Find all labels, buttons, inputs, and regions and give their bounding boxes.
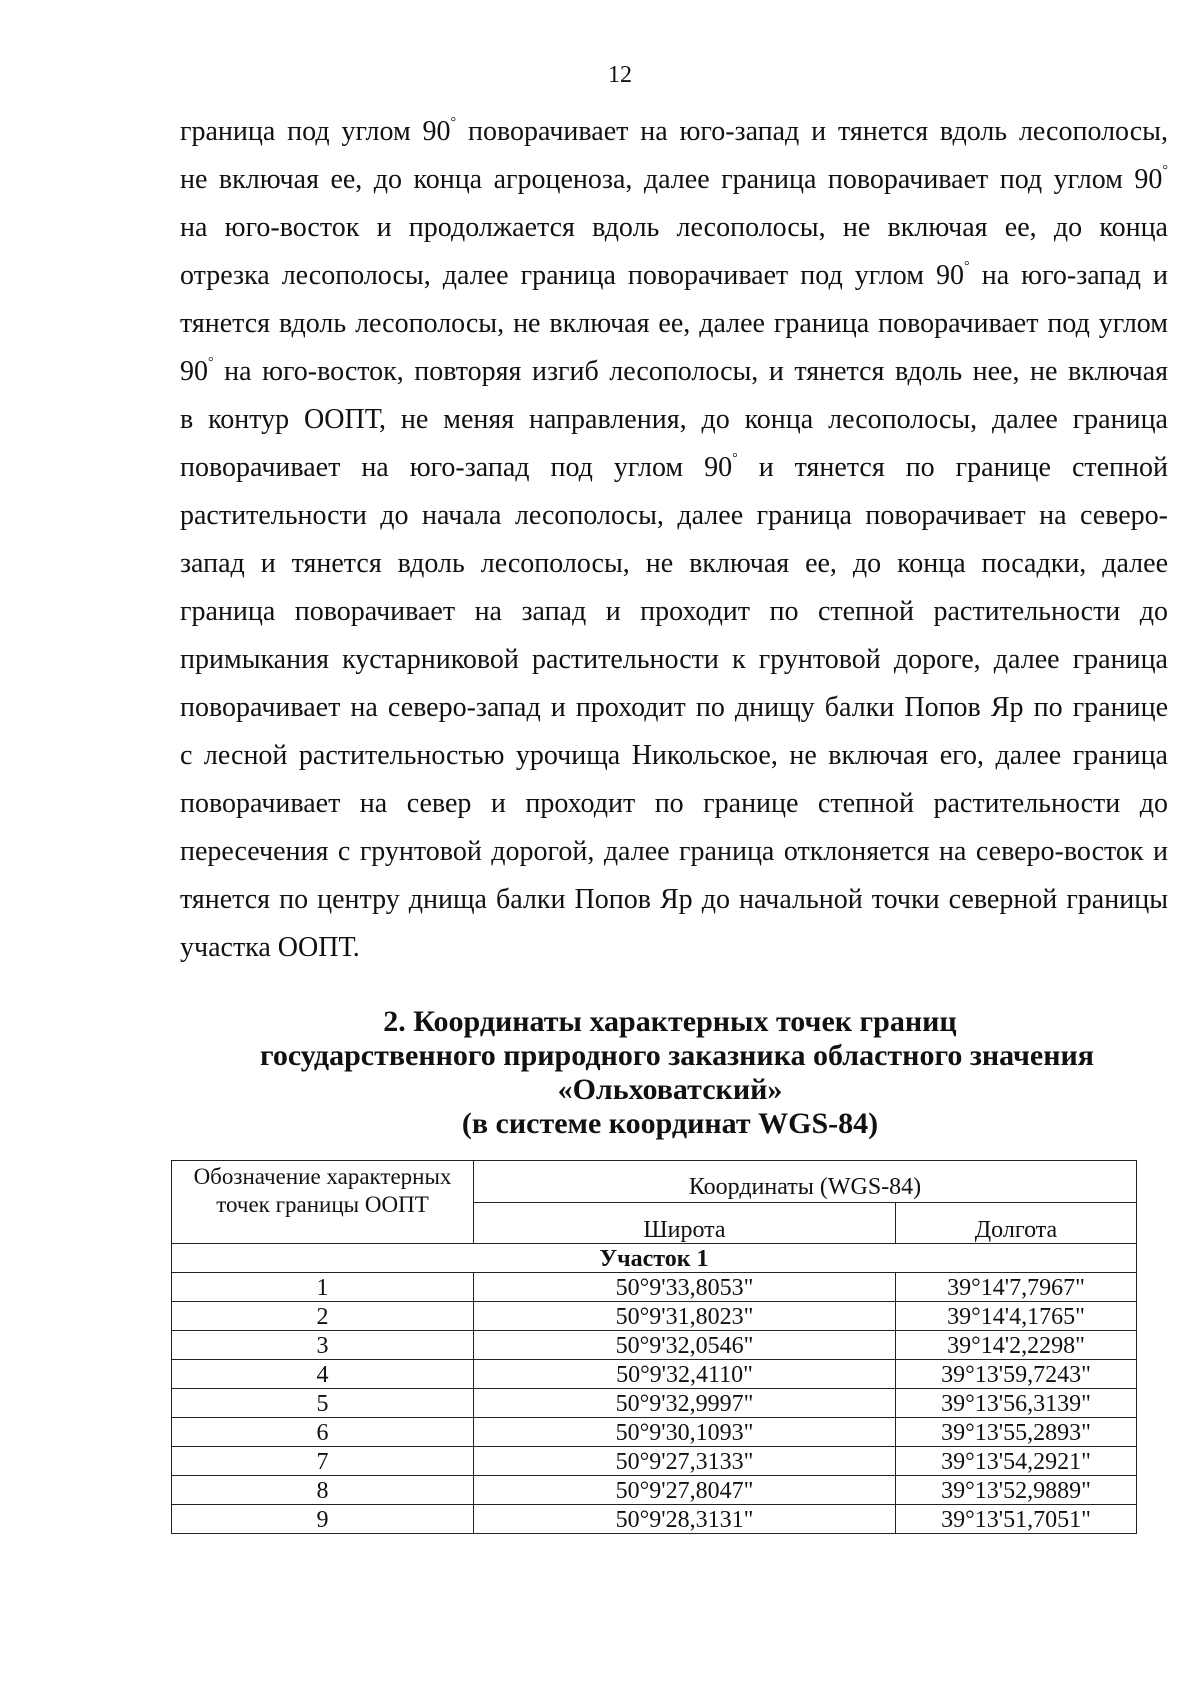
text-line: поворачивает на север и проходит по границе степной растительности до [180,788,1168,819]
longitude-cell: 39°13'56,3139" [896,1389,1137,1418]
text-line: растительности до начала лесополосы, далее граница поворачивает на северо- [180,500,1168,531]
heading-line: «Ольховатский» [557,1073,783,1106]
text-line: с лесной растительностью урочища Никольское, не включая его, далее граница [180,740,1168,771]
page-number: 12 [608,62,632,88]
text-line: запад и тянется вдоль лесополосы, не включая ее, до конца посадки, далее [180,548,1168,579]
header-coordinates: Координаты (WGS-84) [474,1161,1137,1203]
point-id-cell: 1 [172,1273,474,1302]
latitude-cell: 50°9'27,8047" [474,1476,896,1505]
heading-line: государственного природного заказника областного значения [260,1039,1095,1072]
body-text [180,108,1168,972]
heading-line: (в системе координат WGS-84) [461,1107,879,1140]
point-id-cell: 4 [172,1360,474,1389]
point-id-cell: 2 [172,1302,474,1331]
text-line: участка ООПТ. [180,932,360,963]
text-line: не включая ее, до конца агроценоза, далее граница поворачивает под углом 90° [180,163,1168,195]
point-id-cell: 7 [172,1447,474,1476]
text-line: тянется вдоль лесополосы, не включая ее, далее граница поворачивает под углом [180,308,1168,339]
longitude-cell: 39°13'52,9889" [896,1476,1137,1505]
text-line: граница под углом 90° поворачивает на юго-запад и тянется вдоль лесополосы, [180,115,1168,147]
point-id-cell: 6 [172,1418,474,1447]
text-line: примыкания кустарниковой растительности к грунтовой дороге, далее граница [180,644,1168,675]
latitude-cell: 50°9'31,8023" [474,1302,896,1331]
latitude-cell: 50°9'33,8053" [474,1273,896,1302]
longitude-cell: 39°14'2,2298" [896,1331,1137,1360]
table-row [172,1331,1137,1360]
text-line: поворачивает на северо-запад и проходит по днищу балки Попов Яр по границе [180,692,1168,723]
longitude-cell: 39°13'54,2921" [896,1447,1137,1476]
longitude-cell: 39°14'7,7967" [896,1273,1137,1302]
longitude-cell: 39°13'51,7051" [896,1505,1137,1534]
text-line: отрезка лесополосы, далее граница поворачивает под углом 90° на юго-запад и [180,259,1168,291]
table-row [172,1360,1137,1389]
longitude-cell: 39°14'4,1765" [896,1302,1137,1331]
latitude-cell: 50°9'32,9997" [474,1389,896,1418]
text-line: в контур ООПТ, не меняя направления, до конца лесополосы, далее граница [180,404,1168,435]
point-id-cell: 3 [172,1331,474,1360]
latitude-cell: 50°9'30,1093" [474,1418,896,1447]
table-row [172,1476,1137,1505]
heading-line: 2. Координаты характерных точек границ [383,1005,957,1038]
text-line: 90° на юго-восток, повторяя изгиб лесополосы, и тянется вдоль нее, не включая [180,355,1168,387]
header-latitude: Широта [474,1202,896,1244]
latitude-cell: 50°9'32,4110" [474,1360,896,1389]
table-row [172,1418,1137,1447]
table-row [172,1302,1137,1331]
table-row [172,1389,1137,1418]
table-row [172,1273,1137,1302]
section-heading [260,1005,1095,1141]
longitude-cell: 39°13'55,2893" [896,1418,1137,1447]
table-row [172,1505,1137,1534]
coordinates-table [171,1160,1137,1534]
point-id-cell: 9 [172,1505,474,1534]
latitude-cell: 50°9'28,3131" [474,1505,896,1534]
longitude-cell: 39°13'59,7243" [896,1360,1137,1389]
point-id-cell: 8 [172,1476,474,1505]
header-longitude: Долгота [896,1202,1137,1244]
coordinate-rows [172,1273,1137,1534]
text-line: поворачивает на юго-запад под углом 90° и тянется по границе степной [180,451,1168,483]
header-points: Обозначение характерных точек границы ООПТ [172,1161,474,1244]
latitude-cell: 50°9'27,3133" [474,1447,896,1476]
table-row [172,1447,1137,1476]
point-id-cell: 5 [172,1389,474,1418]
text-line: пересечения с грунтовой дорогой, далее граница отклоняется на северо-восток и [180,836,1168,867]
text-line: тянется по центру днища балки Попов Яр до начальной точки северной границы [180,884,1168,915]
section-label: Участок 1 [172,1244,1137,1273]
latitude-cell: 50°9'32,0546" [474,1331,896,1360]
text-line: на юго-восток и продолжается вдоль лесополосы, не включая ее, до конца [180,212,1168,243]
text-line: граница поворачивает на запад и проходит по степной растительности до [180,596,1168,627]
